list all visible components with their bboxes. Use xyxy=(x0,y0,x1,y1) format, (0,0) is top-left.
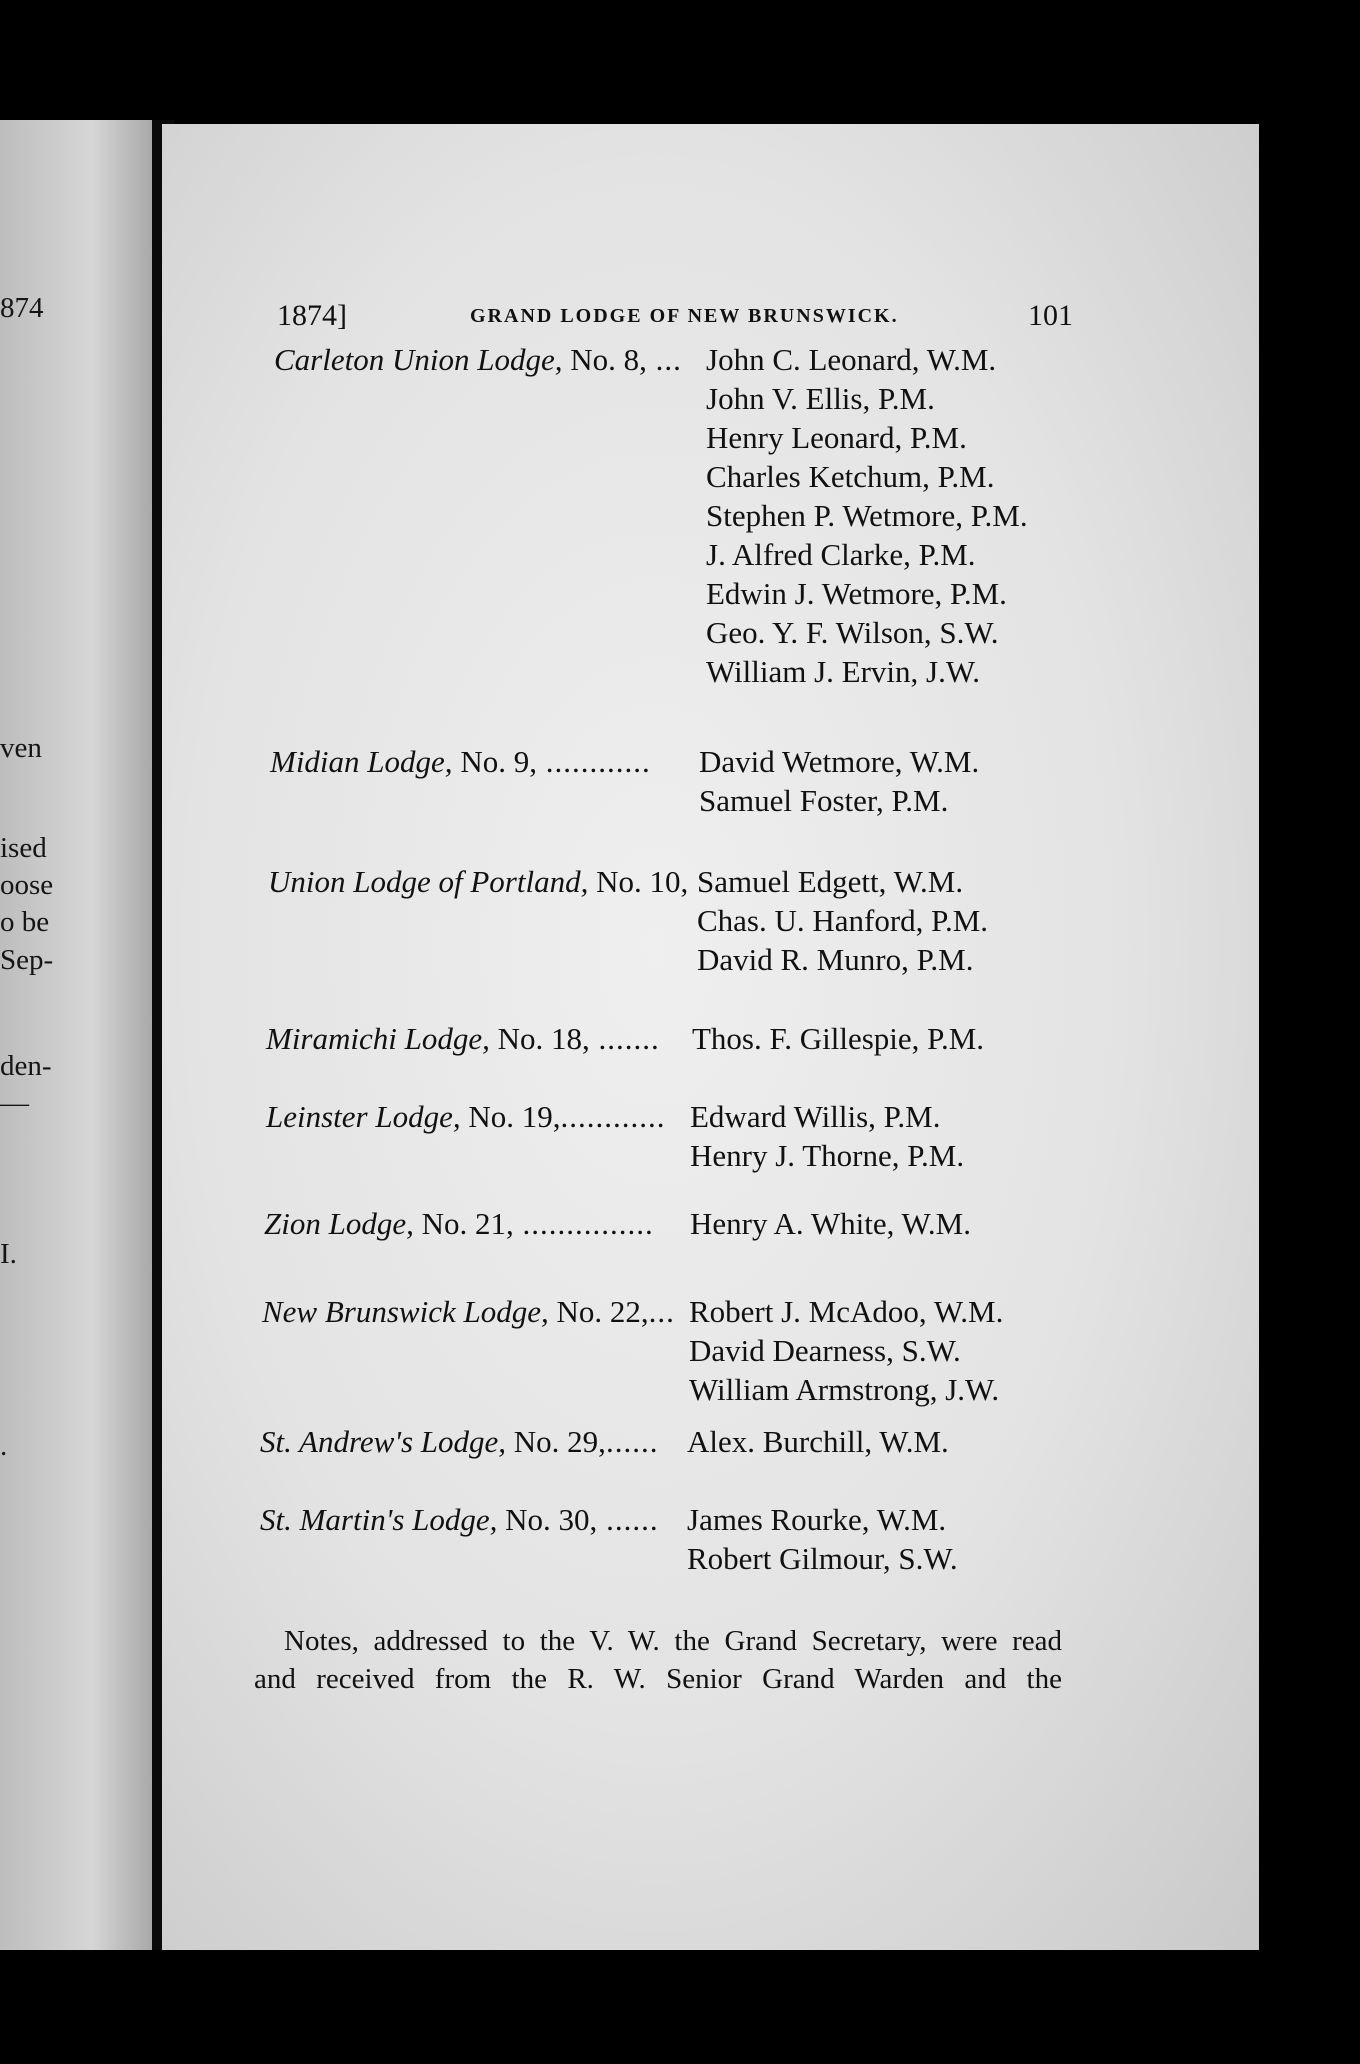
lodge-title: Zion Lodge, xyxy=(264,1206,422,1241)
lodge-member: Thos. F. Gillespie, P.M. xyxy=(692,1021,985,1056)
lodge-name xyxy=(260,1424,658,1460)
lodge-title: Midian Lodge, xyxy=(270,744,461,779)
lodge-member: James Rourke, W.M. xyxy=(687,1502,947,1537)
left-fragment: o be xyxy=(0,906,50,938)
leader-dots: ...... xyxy=(605,1424,659,1459)
left-fragment: . xyxy=(0,1430,8,1462)
lodge-title: Carleton Union Lodge, xyxy=(274,342,571,377)
leader-dots: ... xyxy=(648,1294,675,1329)
lodge-member: John C. Leonard, W.M. xyxy=(706,342,997,377)
lodge-member: Samuel Foster, P.M. xyxy=(699,783,949,818)
left-fragment: I. xyxy=(0,1238,17,1270)
leader-dots: ....... xyxy=(589,1021,660,1056)
header-year: 1874] xyxy=(277,299,347,332)
left-fragment: den- xyxy=(0,1050,52,1082)
leader-dots: ............... xyxy=(513,1206,654,1241)
leader-dots: ... xyxy=(646,342,682,377)
lodge-name xyxy=(260,1502,659,1538)
leader-dots: ............ xyxy=(536,744,651,779)
lodge-number: No. 9, xyxy=(460,744,537,779)
left-fragment: ven xyxy=(0,732,42,764)
lodge-member: J. Alfred Clarke, P.M. xyxy=(706,537,976,572)
lodge-member: Henry A. White, W.M. xyxy=(690,1206,971,1241)
lodge-number: No. 30, xyxy=(505,1502,598,1537)
left-fragment: 874 xyxy=(0,292,44,324)
lodge-member: William Armstrong, J.W. xyxy=(689,1372,1000,1407)
lodge-number: No. 19, xyxy=(468,1099,561,1134)
lodge-number: No. 10, xyxy=(596,864,689,899)
left-fragment: — xyxy=(0,1087,29,1119)
lodge-member: David Dearness, S.W. xyxy=(689,1333,961,1368)
lodge-member: Robert Gilmour, S.W. xyxy=(687,1541,958,1576)
lodge-name xyxy=(264,1206,654,1242)
lodge-member: Geo. Y. F. Wilson, S.W. xyxy=(706,615,999,650)
lodge-title: St. Martin's Lodge, xyxy=(260,1502,506,1537)
lodge-member: Chas. U. Hanford, P.M. xyxy=(697,903,989,938)
lodge-member: William J. Ervin, J.W. xyxy=(706,654,981,689)
lodge-member: Edwin J. Wetmore, P.M. xyxy=(706,576,1007,611)
lodge-name xyxy=(268,864,688,900)
paragraph-line: Notes, addressed to the V. W. the Grand Secretary, were read xyxy=(284,1625,1062,1657)
lodge-name xyxy=(266,1021,660,1057)
page-number: 101 xyxy=(1028,299,1073,332)
lodge-member: Robert J. McAdoo, W.M. xyxy=(689,1294,1004,1329)
paragraph-line: and received from the R. W. Senior Grand Warden and the xyxy=(254,1663,1062,1695)
lodge-title: St. Andrew's Lodge, xyxy=(260,1424,514,1459)
lodge-name xyxy=(262,1294,675,1330)
lodge-number: No. 29, xyxy=(513,1424,606,1459)
lodge-title: Leinster Lodge, xyxy=(266,1099,469,1134)
lodge-member: Henry Leonard, P.M. xyxy=(706,420,967,455)
lodge-member: Alex. Burchill, W.M. xyxy=(687,1424,949,1459)
lodge-member: Charles Ketchum, P.M. xyxy=(706,459,995,494)
lodge-name xyxy=(266,1099,666,1135)
lodge-member: Henry J. Thorne, P.M. xyxy=(690,1138,965,1173)
lodge-member: Samuel Edgett, W.M. xyxy=(697,864,964,899)
lodge-name xyxy=(270,744,651,780)
lodge-name xyxy=(274,342,682,378)
leader-dots: ............ xyxy=(560,1099,666,1134)
lodge-title: New Brunswick Lodge, xyxy=(262,1294,557,1329)
leader-dots: ...... xyxy=(597,1502,659,1537)
lodge-number: No. 22, xyxy=(556,1294,649,1329)
closing-paragraph xyxy=(254,1622,1062,1698)
lodge-member: Edward Willis, P.M. xyxy=(690,1099,941,1134)
left-fragment: ised xyxy=(0,832,47,864)
previous-page-edge xyxy=(0,120,152,1950)
running-head xyxy=(162,299,1259,339)
lodge-number: No. 8, xyxy=(570,342,647,377)
lodge-number: No. 18, xyxy=(497,1021,590,1056)
lodge-title: Miramichi Lodge, xyxy=(266,1021,498,1056)
lodge-title: Union Lodge of Portland, xyxy=(268,864,597,899)
lodge-member: David R. Munro, P.M. xyxy=(697,942,974,977)
header-title: GRAND LODGE OF NEW BRUNSWICK. xyxy=(470,305,899,327)
left-fragment: Sep- xyxy=(0,944,54,976)
lodge-member: David Wetmore, W.M. xyxy=(699,744,980,779)
lodge-number: No. 21, xyxy=(421,1206,514,1241)
lodge-member: Stephen P. Wetmore, P.M. xyxy=(706,498,1028,533)
document-page xyxy=(162,124,1259,1950)
left-fragment: oose xyxy=(0,869,54,901)
lodge-member: John V. Ellis, P.M. xyxy=(706,381,935,416)
